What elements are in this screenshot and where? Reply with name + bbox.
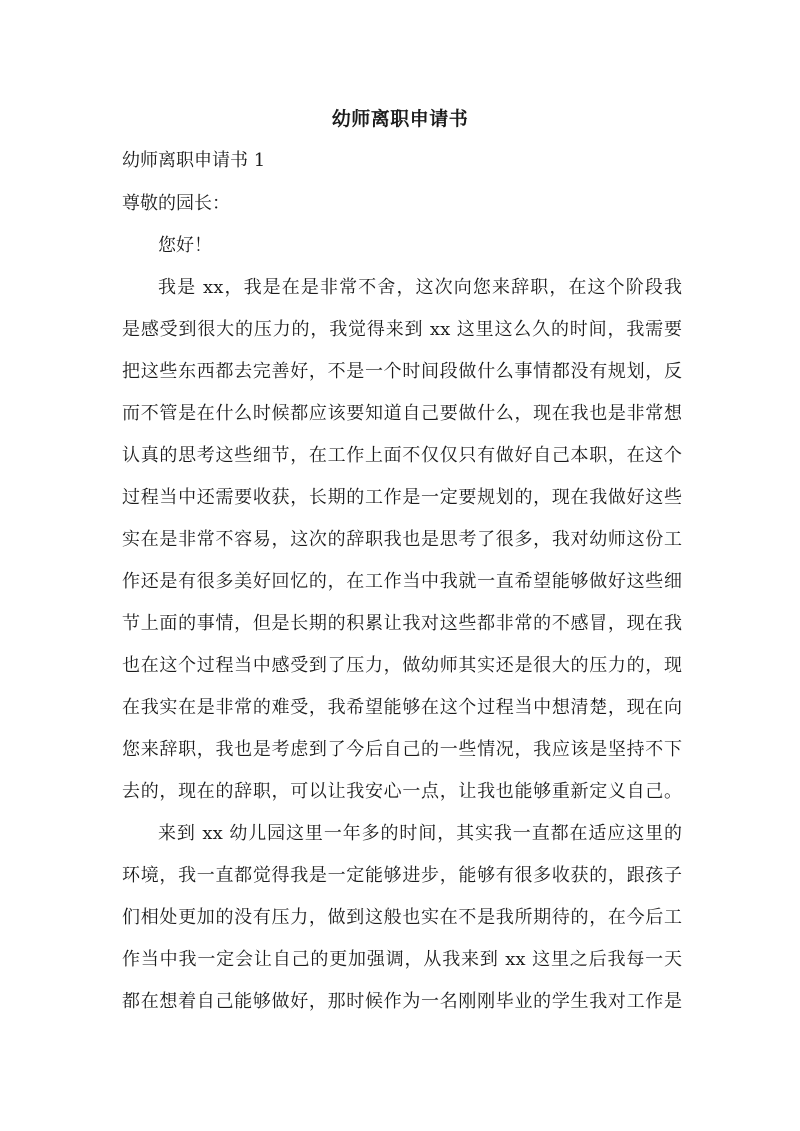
paragraph2-line-3: 们相处更加的没有压力，做到这般也实在不是我所期待的，在今后工 — [122, 907, 682, 928]
paragraph2-line-4: 作当中我一定会让自己的更加强调，从我来到 xx 这里之后我每一天 — [122, 949, 682, 970]
paragraph1-line-4: 而不管是在什么时候都应该要知道自己要做什么，现在我也是非常想 — [122, 403, 682, 424]
paragraph1-line-8: 作还是有很多美好回忆的，在工作当中我就一直希望能够做好这些细 — [122, 571, 682, 592]
paragraph1-line-10: 也在这个过程当中感受到了压力，做幼师其实还是很大的压力的，现 — [122, 655, 682, 676]
paragraph1-line-3: 把这些东西都去完善好，不是一个时间段做什么事情都没有规划，反 — [122, 361, 682, 382]
paragraph2-line-1: 来到 xx 幼儿园这里一年多的时间，其实我一直都在适应这里的 — [158, 823, 682, 844]
paragraph1-line-11: 在我实在是非常的难受，我希望能够在这个过程当中想清楚，现在向 — [122, 697, 682, 718]
paragraph2-line-5: 都在想着自己能够做好，那时候作为一名刚刚毕业的学生我对工作是 — [122, 991, 682, 1012]
paragraph1-line-12: 您来辞职，我也是考虑到了今后自己的一些情况，我应该是坚持不下 — [122, 739, 682, 760]
greeting: 您好！ — [158, 235, 212, 256]
paragraph1-line-6: 过程当中还需要收获，长期的工作是一定要规划的，现在我做好这些 — [122, 487, 682, 508]
document-subtitle: 幼师离职申请书 1 — [122, 150, 266, 171]
salutation: 尊敬的园长： — [122, 193, 230, 214]
paragraph1-line-7: 实在是非常不容易，这次的辞职我也是思考了很多，我对幼师这份工 — [122, 529, 682, 550]
paragraph2-line-2: 环境，我一直都觉得我是一定能够进步，能够有很多收获的，跟孩子 — [122, 865, 682, 886]
paragraph1-line-2: 是感受到很大的压力的，我觉得来到 xx 这里这么久的时间，我需要 — [122, 319, 682, 340]
paragraph1-line-9: 节上面的事情，但是长期的积累让我对这些都非常的不感冒，现在我 — [122, 613, 682, 634]
paragraph1-line-13: 去的，现在的辞职，可以让我安心一点，让我也能够重新定义自己。 — [122, 781, 682, 802]
paragraph1-line-1: 我是 xx，我是在是非常不舍，这次向您来辞职，在这个阶段我 — [158, 277, 682, 298]
document-title: 幼师离职申请书 — [331, 108, 469, 130]
paragraph1-line-5: 认真的思考这些细节，在工作上面不仅仅只有做好自己本职，在这个 — [122, 445, 682, 466]
